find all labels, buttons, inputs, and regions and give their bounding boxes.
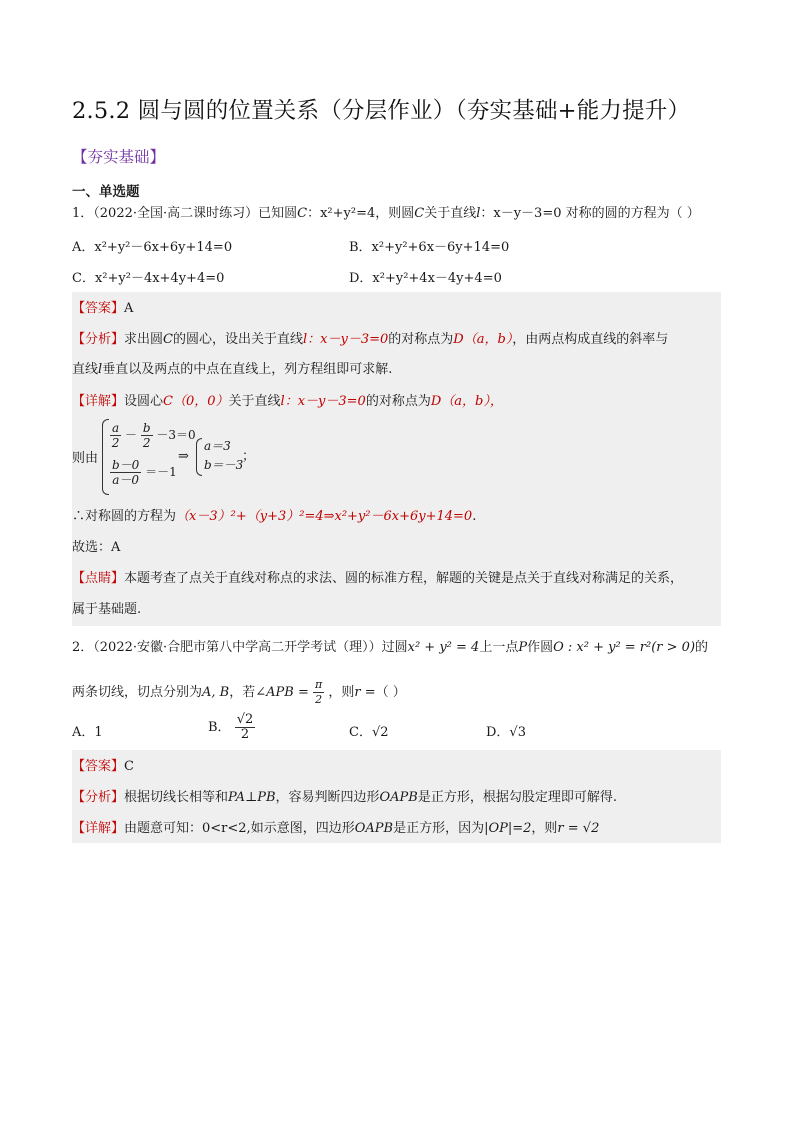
q2-option-d: D．√3	[486, 725, 526, 740]
q1-detail-line-1: 【详解】设圆心C（0，0）关于直线l：x－y－3=0的对称点为D（a，b），	[72, 394, 503, 409]
right-brace	[196, 438, 202, 476]
q1-option-b: B．x²+y²+6x－6y+14=0	[349, 240, 510, 255]
page-title: 2.5.2 圆与圆的位置关系（分层作业）（夯实基础+能力提升）	[72, 98, 691, 124]
q1-analysis-line-2: 直线l垂直以及两点的中点在直线上，列方程组即可求解.	[72, 362, 393, 377]
solution-a: a＝3	[204, 439, 231, 453]
q1-choice: 故选：A	[72, 540, 121, 555]
solution-b: b＝－3	[204, 458, 244, 472]
semicolon: ；	[242, 449, 256, 464]
system-row-2: $\frac{b-0}{a-0}$ ＝－1	[112, 458, 177, 487]
q1-option-a: A．x²+y²－6x+6y+14=0	[72, 240, 233, 255]
q1-analysis-line-1: 【分析】求出圆C的圆心，设出关于直线l：x－y－3=0的对称点为D（a，b），由两点构成直线的斜率与	[72, 332, 669, 347]
q2-answer: 【答案】C	[72, 759, 134, 774]
q1-conclusion: ∴对称圆的方程为（x－3）²+（y+3）²=4⇒x²+y²－6x+6y+14=0.	[72, 509, 477, 524]
q1-then-label: 则由	[72, 451, 99, 466]
q2-stem-line-1: 2．（2022·安徽·合肥市第八中学高二开学考试（理））过圆x² + y² = 4上一点P作圆O : x² + y² = r²(r > 0)的	[72, 640, 709, 655]
q2-analysis: 【分析】根据切线长相等和PA⊥PB，容易判断四边形OAPB是正方形，根据勾股定理即可解得.	[72, 790, 618, 805]
q2-option-c: C．√2	[349, 725, 389, 740]
q2-option-b: B． $\frac{√2}{2}$	[208, 712, 254, 742]
part-heading: 一、单选题	[72, 184, 140, 200]
implies-arrow: ⇒	[178, 449, 189, 464]
q1-answer: 【答案】A	[72, 301, 134, 316]
section-heading: 【夯实基础】	[72, 148, 166, 166]
q1-option-c: C．x²+y²－4x+4y+4=0	[72, 271, 225, 286]
q2-detail: 【详解】由题意可知：0<r<2,如示意图，四边形OAPB是正方形，因为|OP|=2，则r = √2	[72, 821, 600, 836]
q1-comment-line-2: 属于基础题.	[72, 602, 142, 617]
system-row-1: $\frac{a}{2}$ － $\frac{b}{2}$ －3＝0	[111, 421, 196, 450]
q1-stem: 1．（2022·全国·高二课时练习）已知圆C：x²+y²=4，则圆C关于直线l：x－y－3=0 对称的圆的方程为（ ）	[72, 206, 700, 221]
left-brace	[102, 419, 109, 495]
q1-option-d: D．x²+y²+4x－4y+4=0	[349, 271, 502, 286]
q2-stem-line-2: 两条切线，切点分别为A, B，若∠APB = $\frac{\pi}{2}$ ，则r =（ ）	[72, 678, 406, 706]
q2-option-a: A．1	[72, 725, 103, 740]
q1-comment-line-1: 【点睛】本题考查了点关于直线对称点的求法、圆的标准方程，解题的关键是点关于直线对称满足的关系，	[72, 571, 684, 586]
